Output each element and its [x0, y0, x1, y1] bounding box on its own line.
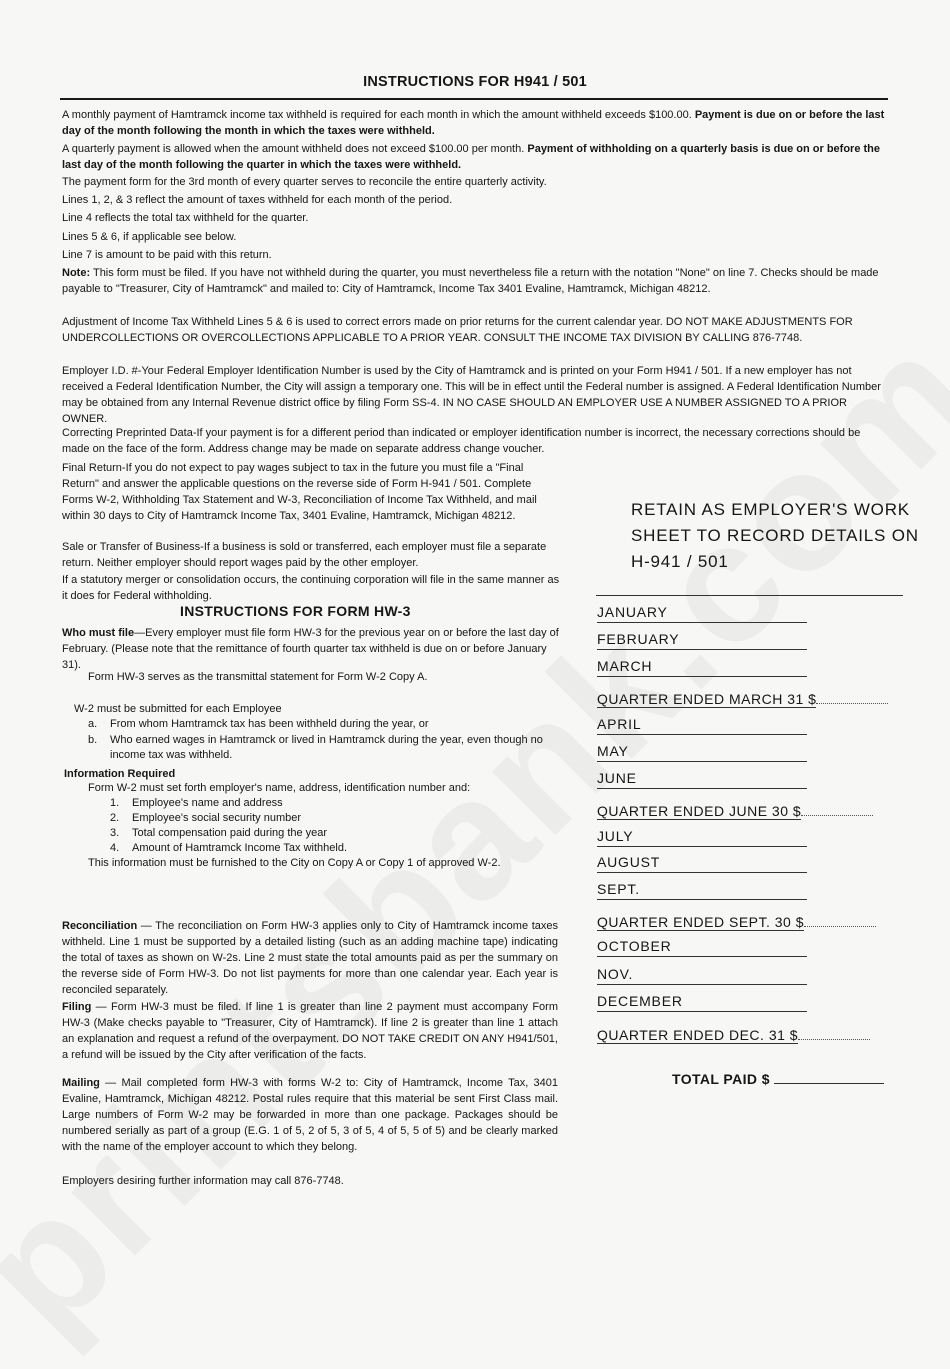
note-label: Note: — [62, 267, 91, 279]
quarter-label-dec: QUARTER ENDED DEC. 31 $ — [597, 1027, 799, 1043]
total-paid-row[interactable] — [672, 1071, 884, 1087]
month-row-march[interactable]: MARCH — [597, 657, 807, 677]
info-item-text: Total compensation paid during the year — [132, 827, 328, 839]
final-return-paragraph: Final Return-If you do not expect to pay wages subject to tax in the future you must file a "Final Return" and answer the applicable questions on the reverse side of Form H-941 / 501. Complete Forms W-2, Withholding Tax Statement and W-3, Reconciliation of Income Tax Withheld, and mail within 30 days to City of Hamtramck Income Tax, 3401 Evaline, Hamtramck, Michigan 48212. — [62, 462, 537, 522]
who-must-file-label: Who must file — [62, 627, 135, 639]
lines-1-3-paragraph: Lines 1, 2, & 3 reflect the amount of taxes withheld for each month of the period. — [62, 194, 453, 206]
month-row-december[interactable]: DECEMBER — [597, 992, 807, 1012]
mailing-text: — Mail completed form HW-3 with forms W-2 to: City of Hamtramck, Income Tax, 3401 Evaline, Hamtramck, Michigan 48212. Postal rules require that this material be sent First Class mail. Large numbers of Form W-2 may be forwarded in more than one package. Packages should be numbered serially as part of a group (E.G. 1 of 5, 2 of 5, 3 of 5, 4 of 5, 5 of 5) and be clearly marked with the name of the employer account to which they belong. — [62, 1077, 558, 1153]
line-7-paragraph: Line 7 is amount to be paid with this return. — [62, 249, 272, 261]
month-row-february[interactable]: FEBRUARY — [597, 630, 807, 650]
monthly-payment-due: Payment is due on or before the last day of the month following the month in which the taxes were withheld. — [62, 109, 885, 137]
reconciliation-text: — The reconciliation on Form HW-3 applies only to City of Hamtramck income taxes withheld. Line 1 must be supported by a detailed listing (such as an adding machine tape) indicating the total of taxes as shown on W-2s. Line 2 must state the total amounts paid as per the summary on the reverse side of Form HW-3. Do not list payments for more than one calendar year. Each year is reconciled separately. — [62, 920, 558, 996]
month-row-sept[interactable]: SEPT. — [597, 880, 807, 900]
info-item-marker: 1. — [110, 797, 120, 809]
month-row-may[interactable]: MAY — [597, 742, 807, 762]
quarterly-payment-paragraph — [62, 141, 886, 173]
quarter-row-june[interactable] — [597, 802, 873, 821]
quarter-row-dec[interactable] — [597, 1026, 870, 1045]
info-item-marker: 4. — [110, 842, 120, 854]
quarterly-payment-due: Payment of withholding on a quarterly basis is due on or before the last day of the month following the quarter in which the taxes were withheld. — [62, 143, 881, 171]
month-row-january[interactable]: JANUARY — [597, 603, 807, 623]
total-paid-field[interactable] — [774, 1071, 884, 1084]
sale-transfer-paragraph: Sale or Transfer of Business-If a business is sold or transferred, each employer must file a separate return. Neither employer should report wages paid by the other employer. — [62, 541, 547, 569]
who-must-file-paragraph — [62, 625, 560, 673]
monthly-payment-text: A monthly payment of Hamtramck income tax withheld is required for each month in which the amount withheld exceeds $100.00. — [62, 109, 692, 121]
mailing-label: Mailing — [62, 1077, 100, 1089]
info-required-label: Information Required — [64, 768, 176, 780]
w2-item-text: From whom Hamtramck tax has been withheld during the year, or — [110, 718, 429, 730]
adjustment-paragraph: Adjustment of Income Tax Withheld Lines 5 & 6 is used to correct errors made on prior returns for the current calendar year. DO NOT MAKE ADJUSTMENTS FOR UNDERCOLLECTIONS OR OVERCOLLECTIONS APPLICABLE TO A PRIOR YEAR. CONSULT THE INCOME TAX DIVISION BY CALLING 876-7748. — [62, 316, 853, 344]
quarter-label-march: QUARTER ENDED MARCH 31 $ — [597, 691, 817, 707]
filing-label: Filing — [62, 1001, 92, 1013]
quarter-label-june: QUARTER ENDED JUNE 30 $ — [597, 803, 802, 819]
employer-id-paragraph: Employer I.D. #-Your Federal Employer Identification Number is used by the City of Hamtramck and is printed on your Form H941 / 501. If a new employer has not received a Federal Identification Number, the City will assign a temporary one. This will be in effect until the Federal number is assigned. A Federal Identification Number may be obtained from any Internal Revenue district office by filing Form SS-4. IN NO CASE SHOULD AN EMPLOYER USE A NUMBER ASSIGNED TO A PRIOR OWNER. — [62, 365, 881, 425]
quarter-amount-field-dec[interactable] — [798, 1027, 870, 1040]
mailing-paragraph — [62, 1075, 558, 1155]
w2-item-marker: b. — [88, 734, 98, 746]
info-intro: Form W-2 must set forth employer's name, address, identification number and: — [88, 782, 471, 794]
transmittal-paragraph: Form HW-3 serves as the transmittal statement for Form W-2 Copy A. — [88, 671, 428, 683]
quarter-amount-field-sept[interactable] — [804, 914, 876, 927]
quarter-row-march[interactable] — [597, 690, 888, 709]
note-paragraph — [62, 265, 886, 297]
w2-item-marker: a. — [88, 718, 98, 730]
quarter-amount-field-march[interactable] — [816, 691, 888, 704]
merger-paragraph: If a statutory merger or consolidation occurs, the continuing corporation will file in the same manner as it does for Federal withholding. — [62, 574, 560, 602]
filing-paragraph — [62, 999, 558, 1063]
quarter-row-sept[interactable] — [597, 913, 876, 932]
who-must-file-text: —Every employer must file form HW-3 for the previous year on or before the last day of February. (Please note that the remittance of fourth quarter tax withheld is due on or before January 31). — [62, 627, 559, 671]
info-note: This information must be furnished to the City on Copy A or Copy 1 of approved W-2. — [88, 857, 501, 869]
filing-text: — Form HW-3 must be filed. If line 1 is greater than line 2 payment must accompany Form HW-3 (Make checks payable to "Treasurer, City of Hamtramck). If line 2 is greater than line 1 attach an explanation and request a refund of the overpayment. DO NOT TAKE CREDIT ON ANY H941/501, a refund will be issued by the City after verification of the facts. — [62, 1001, 558, 1061]
retain-worksheet-heading: RETAIN AS EMPLOYER'S WORK SHEET TO RECORD DETAILS ON H-941 / 501 — [631, 500, 919, 571]
info-item-text: Employee's social security number — [132, 812, 302, 824]
correcting-data-paragraph: Correcting Preprinted Data-If your payment is for a different period than indicated or employer identification number is incorrect, the necessary corrections should be made on the face of the form. Address change may be made on separate address change voucher. — [62, 427, 861, 455]
info-item-text: Employee's name and address — [132, 797, 283, 809]
reconciliation-paragraph — [62, 918, 558, 998]
reconcile-paragraph: The payment form for the 3rd month of every quarter serves to reconcile the entire quarterly activity. — [62, 176, 547, 188]
total-paid-label: TOTAL PAID $ — [672, 1071, 770, 1087]
page-title: INSTRUCTIONS FOR H941 / 501 — [363, 74, 587, 90]
w2-item-text: Who earned wages in Hamtramck or lived in Hamtramck during the year, even though no income tax was withheld. — [110, 734, 543, 761]
contact-paragraph: Employers desiring further information may call 876-7748. — [62, 1175, 344, 1187]
reconciliation-label: Reconciliation — [62, 920, 138, 932]
month-row-april[interactable]: APRIL — [597, 715, 807, 735]
w2-intro: W-2 must be submitted for each Employee — [74, 703, 282, 715]
info-item-marker: 2. — [110, 812, 120, 824]
month-row-july[interactable]: JULY — [597, 827, 807, 847]
quarter-amount-field-june[interactable] — [801, 803, 873, 816]
month-row-october[interactable]: OCTOBER — [597, 937, 807, 957]
worksheet-top-rule — [596, 595, 903, 596]
month-row-nov[interactable]: NOV. — [597, 965, 807, 985]
title-divider — [60, 98, 888, 100]
monthly-payment-paragraph — [62, 107, 886, 139]
quarterly-payment-text: A quarterly payment is allowed when the amount withheld does not exceed $100.00 per month. — [62, 143, 525, 155]
note-text: This form must be filed. If you have not withheld during the quarter, you must nevertheless file a return with the notation "None" on line 7. Checks should be made payable to "Treasurer, City of Hamtramck" and mailed to: City of Hamtramck, Income Tax 3401 Evaline, Hamtramck, Michigan 48212. — [62, 267, 879, 295]
quarter-label-sept: QUARTER ENDED SEPT. 30 $ — [597, 914, 805, 930]
line-4-paragraph: Line 4 reflects the total tax withheld for the quarter. — [62, 212, 309, 224]
hw3-heading: INSTRUCTIONS FOR FORM HW-3 — [180, 603, 411, 619]
info-item-marker: 3. — [110, 827, 120, 839]
lines-5-6-paragraph: Lines 5 & 6, if applicable see below. — [62, 231, 237, 243]
info-item-text: Amount of Hamtramck Income Tax withheld. — [132, 842, 347, 854]
month-row-june[interactable]: JUNE — [597, 769, 807, 789]
month-row-august[interactable]: AUGUST — [597, 853, 807, 873]
